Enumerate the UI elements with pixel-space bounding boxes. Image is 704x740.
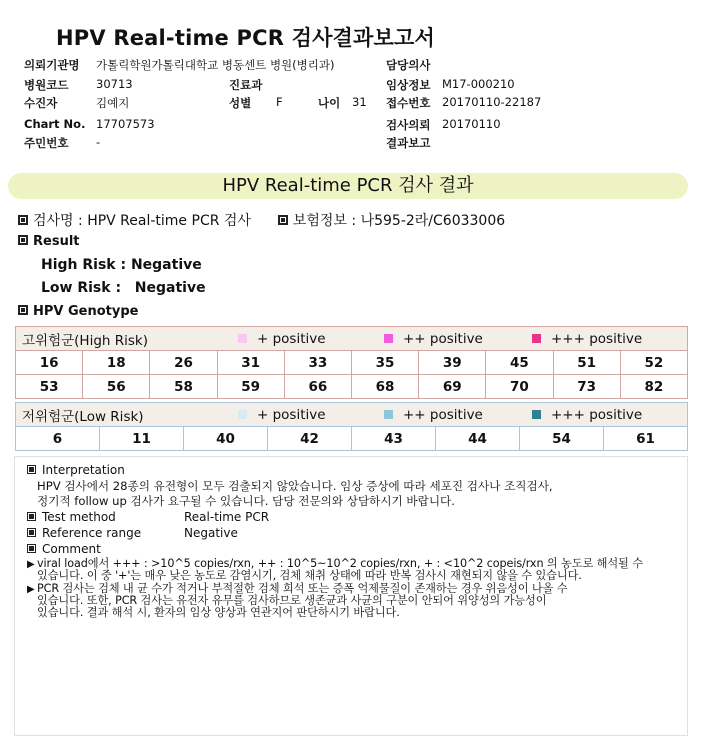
genotype-cell: 40 <box>184 427 268 451</box>
high-risk-header <box>16 327 688 351</box>
low-risk-header <box>16 403 688 427</box>
receipt-label: 접수번호 <box>386 96 431 110</box>
square-bullet-icon <box>27 465 36 474</box>
genotype-cell: 43 <box>352 427 436 451</box>
legend-swatch <box>238 410 247 419</box>
request-date-label: 검사의뢰 <box>386 118 431 132</box>
rrn-value: - <box>96 135 101 149</box>
square-bullet-icon <box>18 235 28 245</box>
legend-plus2: ++ positive <box>384 407 483 423</box>
section-title-bar <box>8 173 688 199</box>
high-risk-table <box>15 326 688 399</box>
low-risk-table <box>15 402 688 451</box>
genotype-heading: HPV Genotype <box>33 304 139 319</box>
legend-plus: + positive <box>238 407 326 423</box>
genotype-cell: 56 <box>83 375 150 399</box>
square-bullet-icon <box>27 528 36 537</box>
legend-swatch <box>238 334 247 343</box>
genotype-cell: 6 <box>16 427 100 451</box>
dept-label: 진료과 <box>229 78 263 92</box>
high-risk-label: High Risk : <box>41 257 127 273</box>
high-risk-header-row <box>16 327 688 351</box>
genotype-cell: 45 <box>486 351 553 375</box>
genotype-cell: 11 <box>100 427 184 451</box>
age-value: 31 <box>352 95 367 109</box>
result-heading: Result <box>33 234 80 249</box>
square-bullet-icon <box>27 512 36 521</box>
genotype-cell: 54 <box>520 427 604 451</box>
notes-box <box>14 456 688 736</box>
insurance-info: 보험정보 : 나595-2라/C6033006 <box>292 213 506 229</box>
genotype-cell: 39 <box>419 351 486 375</box>
interpretation-text-2: 정기적 follow up 검사가 요구될 수 있습니다. 담당 전문의와 상담하시기 바랍니다. <box>37 494 455 508</box>
square-bullet-icon <box>18 305 28 315</box>
chart-label: Chart No. <box>24 117 86 131</box>
genotype-cell: 69 <box>419 375 486 399</box>
comment-2b: 있습니다. 또한, PCR 검사는 유전자 유무를 검사하므로 생존균과 사균의 구분이 안되어 위양성의 가능성이 <box>37 594 547 607</box>
low-risk-value: Negative <box>134 280 206 296</box>
patient-label: 수진자 <box>24 96 58 110</box>
method-value: Real-time PCR <box>184 510 270 524</box>
legend-swatch <box>384 410 393 419</box>
comment-1a: viral load에서 +++ : >10^5 copies/rxn, ++ : 10^5~10^2 copies/rxn, + : <10^2 copeis/rxn 의 농도로 해석될 수 <box>37 557 643 570</box>
genotype-cell: 35 <box>351 351 418 375</box>
genotype-cell: 52 <box>620 351 687 375</box>
genotype-heading-row <box>18 304 138 319</box>
institution-label: 의뢰기관명 <box>24 58 80 72</box>
hospital-code-value: 30713 <box>96 77 133 91</box>
reference-row: Reference range <box>27 526 141 540</box>
low-risk-row-1 <box>16 427 688 451</box>
comment-2a: PCR 검사는 검체 내 균 수가 적거나 부적절한 검체 희석 또는 증폭 억제물질이 존재하는 경우 위음성이 나올 수 <box>37 582 568 595</box>
genotype-cell: 31 <box>217 351 284 375</box>
genotype-cell: 82 <box>620 375 687 399</box>
legend-swatch <box>384 334 393 343</box>
reference-value: Negative <box>184 526 238 540</box>
comment-heading: Comment <box>27 542 101 556</box>
high-risk-row-1 <box>16 351 688 375</box>
sex-value: F <box>276 95 283 109</box>
genotype-cell: 53 <box>16 375 83 399</box>
high-risk-row <box>41 257 202 273</box>
result-report-label: 결과보고 <box>386 136 431 150</box>
legend-plus: + positive <box>238 331 326 347</box>
test-name-row <box>18 210 505 230</box>
low-risk-row <box>41 280 206 296</box>
genotype-cell: 33 <box>284 351 351 375</box>
genotype-cell: 66 <box>284 375 351 399</box>
arrow-bullet-icon: ▶ <box>27 584 35 595</box>
clinical-value: M17-000210 <box>442 77 515 91</box>
comment-1b: 있습니다. 이 중 '+'는 매우 낮은 농도로 감염시기, 검체 채취 상태에 따라 반복 검사시 재현되지 않을 수 있습니다. <box>37 569 582 582</box>
hospital-code-label: 병원코드 <box>24 78 69 92</box>
legend-plus2: ++ positive <box>384 331 483 347</box>
genotype-cell: 51 <box>553 351 620 375</box>
doctor-label: 담당의사 <box>386 58 431 72</box>
genotype-cell: 18 <box>83 351 150 375</box>
comment-2c: 있습니다. 결과 해석 시, 환자의 임상 양상과 연관지어 판단하시기 바랍니다. <box>37 606 400 619</box>
interpretation-text-1: HPV 검사에서 28종의 유전형이 모두 검출되지 않았습니다. 임상 증상에 따라 세포진 검사나 조직검사, <box>37 479 553 493</box>
request-date-value: 20170110 <box>442 117 501 131</box>
genotype-cell: 26 <box>150 351 217 375</box>
chart-value: 17707573 <box>96 117 155 131</box>
patient-value: 김예지 <box>96 96 130 110</box>
low-risk-title: 저위험군(Low Risk) <box>22 408 144 425</box>
legend-plus3: +++ positive <box>532 407 642 423</box>
genotype-cell: 61 <box>604 427 688 451</box>
genotype-cell: 16 <box>16 351 83 375</box>
rrn-label: 주민번호 <box>24 136 69 150</box>
genotype-cell: 73 <box>553 375 620 399</box>
section-title: HPV Real-time PCR 검사 결과 <box>222 175 474 196</box>
square-bullet-icon <box>278 215 288 225</box>
clinical-label: 임상정보 <box>386 78 431 92</box>
receipt-value: 20170110-22187 <box>442 95 542 109</box>
report-title: HPV Real-time PCR 검사결과보고서 <box>56 26 435 50</box>
sex-label: 성별 <box>229 96 252 110</box>
genotype-cell: 59 <box>217 375 284 399</box>
age-label: 나이 <box>318 96 341 110</box>
low-risk-header-row <box>16 403 688 427</box>
interpretation-heading: Interpretation <box>27 463 125 477</box>
genotype-cell: 42 <box>268 427 352 451</box>
genotype-cell: 44 <box>436 427 520 451</box>
high-risk-row-2 <box>16 375 688 399</box>
test-name: 검사명 : HPV Real-time PCR 검사 <box>33 213 251 229</box>
low-risk-label: Low Risk : <box>41 280 122 296</box>
institution-value: 가톨릭학원가톨릭대학교 병동센트 병원(병리과) <box>96 58 335 72</box>
high-risk-value: Negative <box>130 257 202 273</box>
square-bullet-icon <box>18 215 28 225</box>
genotype-cell: 68 <box>351 375 418 399</box>
legend-swatch <box>532 410 541 419</box>
genotype-cell: 70 <box>486 375 553 399</box>
high-risk-title: 고위험군(High Risk) <box>22 332 148 349</box>
genotype-cell: 58 <box>150 375 217 399</box>
method-row: Test method <box>27 510 116 524</box>
square-bullet-icon <box>27 544 36 553</box>
result-heading-row <box>18 234 80 249</box>
arrow-bullet-icon: ▶ <box>27 559 35 570</box>
legend-swatch <box>532 334 541 343</box>
legend-plus3: +++ positive <box>532 331 642 347</box>
